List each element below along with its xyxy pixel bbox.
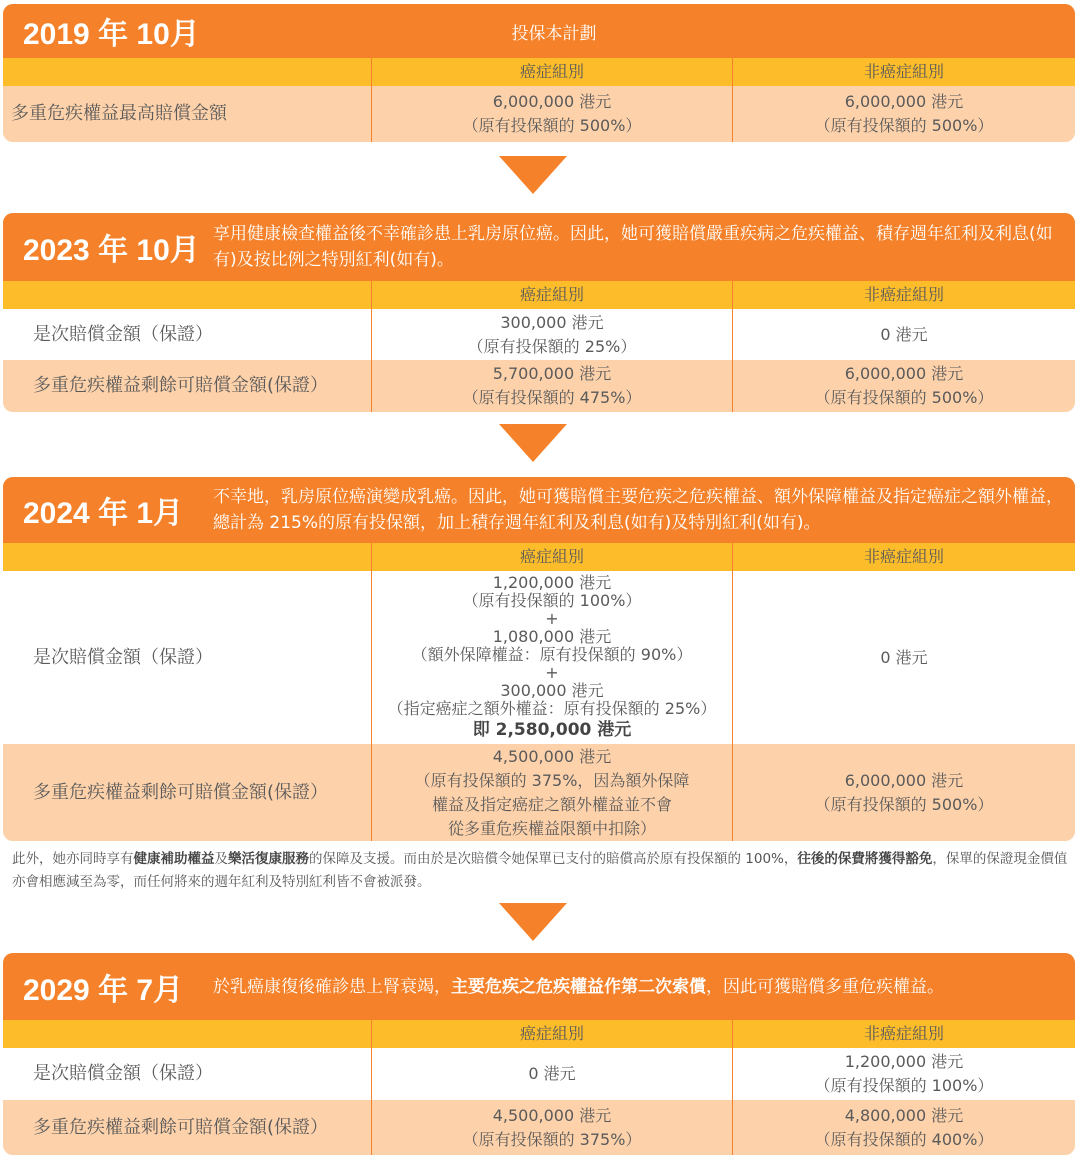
table-row <box>3 360 1075 412</box>
table-row <box>3 86 1075 142</box>
section-date: 2029 年 7月 <box>23 973 184 1007</box>
total-amount: 即 2,580,000 港元 <box>472 719 632 740</box>
col-header-cancer: 癌症組別 <box>371 543 733 571</box>
section-date: 2024 年 1月 <box>23 497 184 530</box>
percent: （原有投保額的 100%） <box>814 1076 994 1095</box>
col-header-non-cancer: 非癌症組別 <box>863 62 944 81</box>
table-row <box>3 309 1075 360</box>
row-label: 多重危疾權益剩餘可賠償金額(保證） <box>33 781 329 803</box>
amount: 6,000,000 港元 <box>844 770 964 790</box>
percent: （原有投保額的 500%） <box>462 116 642 135</box>
percent: （原有投保額的 375%，因為額外保障 <box>414 770 690 790</box>
amount: 4,800,000 港元 <box>844 1105 964 1125</box>
amount: 5,700,000 港元 <box>492 364 612 383</box>
plus-sign: + <box>545 662 559 682</box>
percent: （原有投保額的 500%） <box>814 116 994 135</box>
section-header <box>3 4 1075 58</box>
amount: 1,200,000 港元 <box>844 1052 964 1071</box>
percent: （原有投保額的 100%） <box>462 590 642 610</box>
percent: （指定癌症之額外權益：原有投保額的 25%） <box>387 698 717 718</box>
col-header-cancer: 癌症組別 <box>371 58 733 86</box>
amount: 4,500,000 港元 <box>492 746 612 766</box>
row-label: 是次賠償金額（保證） <box>33 323 213 345</box>
percent: （額外保障權益：原有投保額的 90%） <box>411 644 693 664</box>
table-row <box>3 744 1075 841</box>
amount: 4,500,000 港元 <box>492 1105 612 1125</box>
row-label: 多重危疾權益剩餘可賠償金額(保證） <box>33 375 329 396</box>
column-header-row <box>3 58 1075 86</box>
column-header-row <box>3 1020 1075 1048</box>
section-description: 不幸地，乳房原位癌演變成乳癌。因此，她可獲賠償主要危疾之危疾權益、額外保障權益及指定癌症之額外權益，總計為 215%的原有投保額，加上積存週年紅利及利息(如有)及特別紅利(如有)。 <box>213 487 1063 533</box>
section-2019-oct <box>3 4 1075 142</box>
percent: （原有投保額的 375%） <box>462 1129 642 1149</box>
arrow-down-icon <box>499 903 567 941</box>
note-line: 從多重危疾權益限額中扣除） <box>447 818 656 838</box>
row-label: 多重危疾權益剩餘可賠償金額(保證） <box>33 1116 329 1138</box>
section-date: 2019 年 10月 <box>23 18 200 51</box>
table-row <box>3 571 1075 744</box>
section-header <box>3 213 1075 281</box>
section-description: 於乳癌康復後確診患上腎衰竭，主要危疾之危疾權益作第二次索償，因此可獲賠償多重危疾權益。 <box>213 976 944 997</box>
arrow-down-icon <box>499 156 567 194</box>
col-header-non-cancer: 非癌症組別 <box>863 285 944 304</box>
section-header <box>3 953 1075 1020</box>
column-header-row <box>3 281 1075 309</box>
percent: （原有投保額的 25%） <box>467 336 637 356</box>
section-header <box>3 477 1075 543</box>
column-header-row <box>3 543 1075 571</box>
col-header-non-cancer: 非癌症組別 <box>863 1024 944 1043</box>
plus-sign: + <box>545 608 559 628</box>
footnote: 此外，她亦同時享有健康補助權益及樂活復康服務的保障及支援。而由於是次賠償令她保單已支付的賠償高於原有投保額的 100%，往後的保費將獲得豁免，保單的保證現金價值亦會相應減至為零，而任何將來的週年紅利及特別紅利皆不會被派發。 <box>12 851 1068 890</box>
amount: 6,000,000 港元 <box>844 92 964 111</box>
percent: （原有投保額的 475%） <box>462 388 642 407</box>
col-header-non-cancer: 非癌症組別 <box>863 547 944 566</box>
table-row <box>3 1048 1075 1100</box>
percent: （原有投保額的 500%） <box>814 794 994 814</box>
row-label: 多重危疾權益最高賠償金額 <box>11 103 227 124</box>
amount: 300,000 港元 <box>500 312 604 332</box>
amount: 300,000 港元 <box>500 680 604 700</box>
col-header-cancer: 癌症組別 <box>371 1020 733 1048</box>
amount: 6,000,000 港元 <box>492 92 612 111</box>
amount: 0 港元 <box>880 324 928 344</box>
amount: 6,000,000 港元 <box>844 364 964 383</box>
section-2023-oct <box>3 213 1075 412</box>
section-description: 享用健康檢查權益後不幸確診患上乳房原位癌。因此，她可獲賠償嚴重疾病之危疾權益、積存週年紅利及利息(如有)及按比例之特別紅利(如有)。 <box>213 224 1053 270</box>
row-label: 是次賠償金額（保證） <box>33 646 213 668</box>
amount: 0 港元 <box>880 647 928 667</box>
section-2029-jul <box>3 953 1075 1155</box>
arrow-down-icon <box>499 424 567 462</box>
section-2024-jan <box>3 477 1075 841</box>
amount: 0 港元 <box>528 1064 576 1083</box>
row-label: 是次賠償金額（保證） <box>33 1063 213 1084</box>
percent: （原有投保額的 500%） <box>814 388 994 407</box>
section-title: 投保本計劃 <box>511 23 597 44</box>
percent: （原有投保額的 400%） <box>814 1129 994 1149</box>
col-header-cancer: 癌症組別 <box>371 281 733 309</box>
amount: 1,080,000 港元 <box>492 626 612 646</box>
section-date: 2023 年 10月 <box>23 234 200 267</box>
note-line: 權益及指定癌症之額外權益並不會 <box>431 794 672 814</box>
table-row <box>3 1100 1075 1155</box>
amount: 1,200,000 港元 <box>492 572 612 592</box>
